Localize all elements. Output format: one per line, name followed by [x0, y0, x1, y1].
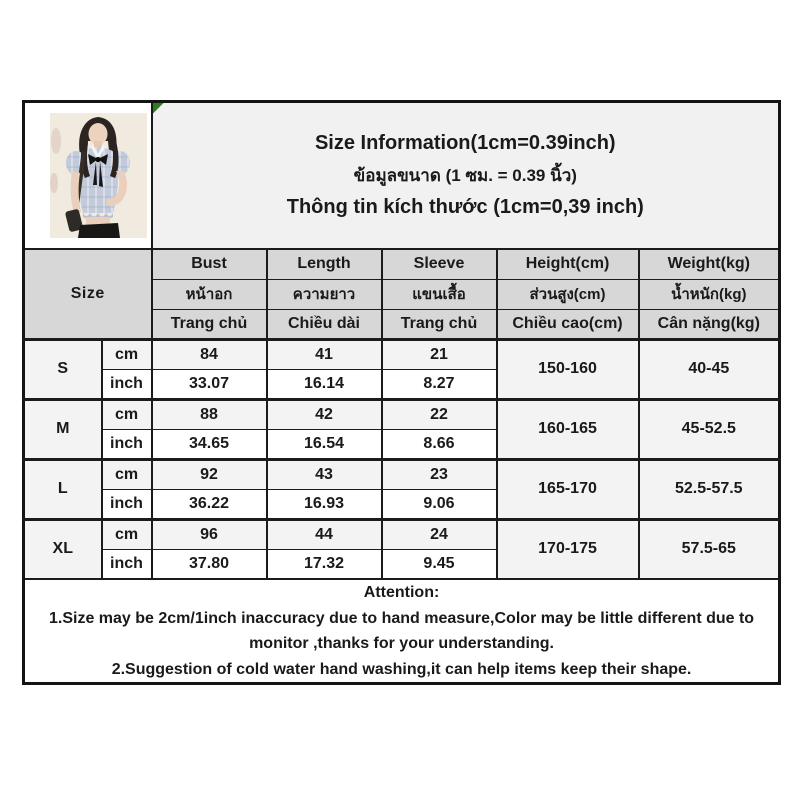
unit-label-inch: inch: [102, 429, 152, 459]
attention-title: Attention:: [363, 584, 440, 601]
value-cell: 42: [267, 399, 382, 429]
unit-label-cm: cm: [102, 459, 152, 489]
value-cell: 33.07: [152, 369, 267, 399]
weight-range-cell: 57.5-65: [639, 519, 780, 579]
title-thai: ข้อมูลขนาด (1 ซม. = 0.39 นิ้ว): [353, 166, 577, 185]
height-range-cell: 160-165: [497, 399, 639, 459]
attention-line-2: 2.Suggestion of cold water hand washing,it can help items keep their shape.: [111, 660, 692, 678]
weight-range-cell: 40-45: [639, 339, 780, 399]
value-cell: 92: [152, 459, 267, 489]
size-label-xl: XL: [24, 519, 102, 579]
size-table: [22, 100, 781, 685]
col-header-bust-vi: Trang chủ: [152, 309, 267, 339]
value-cell: 9.06: [382, 489, 497, 519]
value-cell: 23: [382, 459, 497, 489]
col-header-height-th: ส่วนสูง(cm): [497, 279, 639, 309]
col-header-height-en: Height(cm): [497, 249, 639, 279]
value-cell: 8.27: [382, 369, 497, 399]
col-header-sleeve-vi: Trang chủ: [382, 309, 497, 339]
value-cell: 44: [267, 519, 382, 549]
col-header-sleeve-en: Sleeve: [382, 249, 497, 279]
value-cell: 9.45: [382, 549, 497, 579]
value-cell: 17.32: [267, 549, 382, 579]
unit-label-cm: cm: [102, 339, 152, 369]
value-cell: 34.65: [152, 429, 267, 459]
col-header-weight-en: Weight(kg): [639, 249, 780, 279]
unit-label-inch: inch: [102, 549, 152, 579]
col-header-height-vi: Chiều cao(cm): [497, 309, 639, 339]
title-cell: [152, 102, 780, 250]
attention-line-1: 1.Size may be 2cm/1inch inaccuracy due to hand measure,Color may be little different due to monitor ,thanks for your understanding.: [48, 609, 755, 653]
product-photo-cell: [24, 102, 152, 250]
title-vietnamese: Thông tin kích thước (1cm=0,39 inch): [286, 196, 644, 218]
value-cell: 8.66: [382, 429, 497, 459]
col-header-length-en: Length: [267, 249, 382, 279]
height-range-cell: 170-175: [497, 519, 639, 579]
size-label-m: M: [24, 399, 102, 459]
size-corner-header: Size: [24, 249, 152, 339]
value-cell: 37.80: [152, 549, 267, 579]
size-label-l: L: [24, 459, 102, 519]
value-cell: 24: [382, 519, 497, 549]
unit-label-cm: cm: [102, 399, 152, 429]
col-header-bust-en: Bust: [152, 249, 267, 279]
weight-range-cell: 52.5-57.5: [639, 459, 780, 519]
unit-label-inch: inch: [102, 369, 152, 399]
value-cell: 88: [152, 399, 267, 429]
col-header-length-vi: Chiều dài: [267, 309, 382, 339]
height-range-cell: 150-160: [497, 339, 639, 399]
title-english: Size Information(1cm=0.39inch): [314, 132, 616, 154]
value-cell: 41: [267, 339, 382, 369]
col-header-weight-th: น้ำหนัก(kg): [639, 279, 780, 309]
value-cell: 43: [267, 459, 382, 489]
value-cell: 96: [152, 519, 267, 549]
value-cell: 36.22: [152, 489, 267, 519]
col-header-bust-th: หน้าอก: [152, 279, 267, 309]
col-header-weight-vi: Cân nặng(kg): [639, 309, 780, 339]
weight-range-cell: 45-52.5: [639, 399, 780, 459]
value-cell: 16.93: [267, 489, 382, 519]
col-header-sleeve-th: แขนเสื้อ: [382, 279, 497, 309]
value-cell: 21: [382, 339, 497, 369]
attention-note: [24, 579, 780, 684]
height-range-cell: 165-170: [497, 459, 639, 519]
value-cell: 16.14: [267, 369, 382, 399]
size-label-s: S: [24, 339, 102, 399]
product-photo: [50, 113, 147, 238]
value-cell: 16.54: [267, 429, 382, 459]
value-cell: 22: [382, 399, 497, 429]
value-cell: 84: [152, 339, 267, 369]
col-header-length-th: ความยาว: [267, 279, 382, 309]
unit-label-inch: inch: [102, 489, 152, 519]
unit-label-cm: cm: [102, 519, 152, 549]
